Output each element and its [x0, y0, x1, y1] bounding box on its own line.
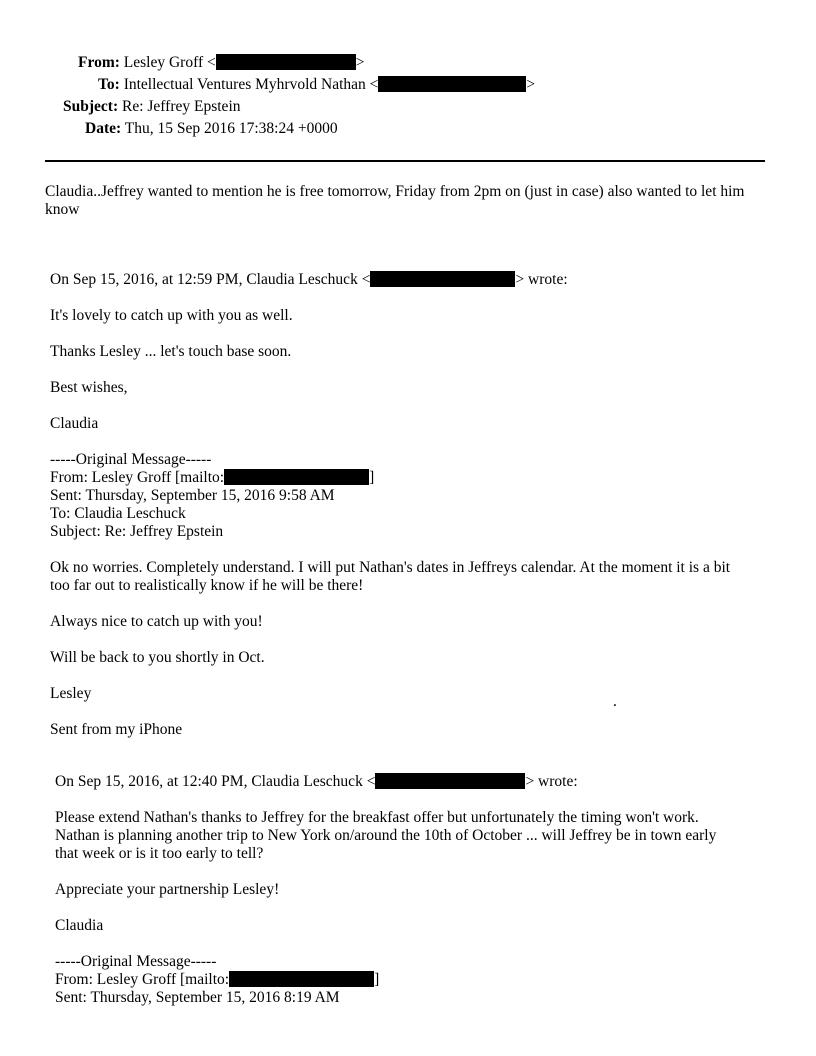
- quote-line: It's lovely to catch up with you as well.: [50, 307, 293, 324]
- original-sent: Sent: Thursday, September 15, 2016 9:58 AM: [50, 487, 335, 504]
- subject-value: Re: Jeffrey Epstein: [121, 98, 241, 115]
- redaction-bar: [378, 76, 526, 92]
- quote-intro-text: On Sep 15, 2016, at 12:40 PM, Claudia Leschuck <: [55, 773, 376, 790]
- message-line: too far out to realistically know if he will be there!: [50, 577, 364, 594]
- redaction-bar: [370, 271, 515, 287]
- quote-line: Appreciate your partnership Lesley!: [55, 881, 280, 898]
- quote-line: Please extend Nathan's thanks to Jeffrey for the breakfast offer but unfortunately the timing won't work.: [55, 809, 699, 826]
- original-from-tail: ]: [369, 469, 375, 486]
- to-label: To:: [98, 76, 120, 93]
- header-divider: [45, 160, 765, 162]
- quote-intro-tail: > wrote:: [515, 271, 568, 288]
- to-tail: >: [526, 76, 536, 93]
- original-subject: Subject: Re: Jeffrey Epstein: [50, 523, 224, 540]
- message-line: Sent from my iPhone: [50, 721, 183, 738]
- date-label: Date:: [85, 120, 122, 137]
- body-line: know: [45, 201, 80, 218]
- body-line: Claudia..Jeffrey wanted to mention he is free tomorrow, Friday from 2pm on (just in case) also wanted to let him: [45, 183, 745, 200]
- message-line: Will be back to you shortly in Oct.: [50, 649, 265, 666]
- quote-intro-tail: > wrote:: [525, 773, 578, 790]
- quote-intro-text: On Sep 15, 2016, at 12:59 PM, Claudia Leschuck <: [50, 271, 371, 288]
- quote-line: Best wishes,: [50, 379, 128, 396]
- from-value: Lesley Groff <: [123, 54, 216, 71]
- stray-dot: .: [613, 693, 617, 710]
- subject-label: Subject:: [63, 98, 119, 115]
- redaction-bar: [375, 773, 525, 789]
- email-header-to: [98, 76, 535, 94]
- quote-line: that week or is it too early to tell?: [55, 845, 264, 862]
- redaction-bar: [229, 971, 374, 987]
- quote-line: Claudia: [50, 415, 99, 432]
- date-value: Thu, 15 Sep 2016 17:38:24 +0000: [124, 120, 338, 137]
- redaction-bar: [224, 469, 369, 485]
- message-line: Ok no worries. Completely understand. I will put Nathan's dates in Jeffreys calendar. At the moment it is a bit: [50, 559, 731, 576]
- redaction-bar: [216, 54, 356, 70]
- quote-line: Thanks Lesley ... let's touch base soon.: [50, 343, 292, 360]
- original-message-marker: -----Original Message-----: [55, 953, 217, 970]
- email-header-subject: [63, 98, 241, 116]
- original-from: [50, 469, 374, 487]
- from-label: From:: [78, 54, 120, 71]
- original-message-marker: -----Original Message-----: [50, 451, 212, 468]
- message-line: Lesley: [50, 685, 92, 702]
- original-from-text: From: Lesley Groff [mailto:: [50, 469, 225, 486]
- to-value: Intellectual Ventures Myhrvold Nathan <: [123, 76, 379, 93]
- original-from-tail: ]: [374, 971, 380, 988]
- quote-intro: [55, 773, 578, 791]
- quote-line: Nathan is planning another trip to New York on/around the 10th of October ... will Jeffrey be in town early: [55, 827, 717, 844]
- original-to: To: Claudia Leschuck: [50, 505, 186, 522]
- original-from: [55, 971, 379, 989]
- from-tail: >: [355, 54, 365, 71]
- original-from-text: From: Lesley Groff [mailto:: [55, 971, 230, 988]
- quote-line: Claudia: [55, 917, 104, 934]
- message-line: Always nice to catch up with you!: [50, 613, 263, 630]
- quote-intro: [50, 271, 568, 289]
- email-header-date: [85, 120, 338, 138]
- email-header-from: [78, 54, 365, 72]
- original-sent: Sent: Thursday, September 15, 2016 8:19 AM: [55, 989, 340, 1006]
